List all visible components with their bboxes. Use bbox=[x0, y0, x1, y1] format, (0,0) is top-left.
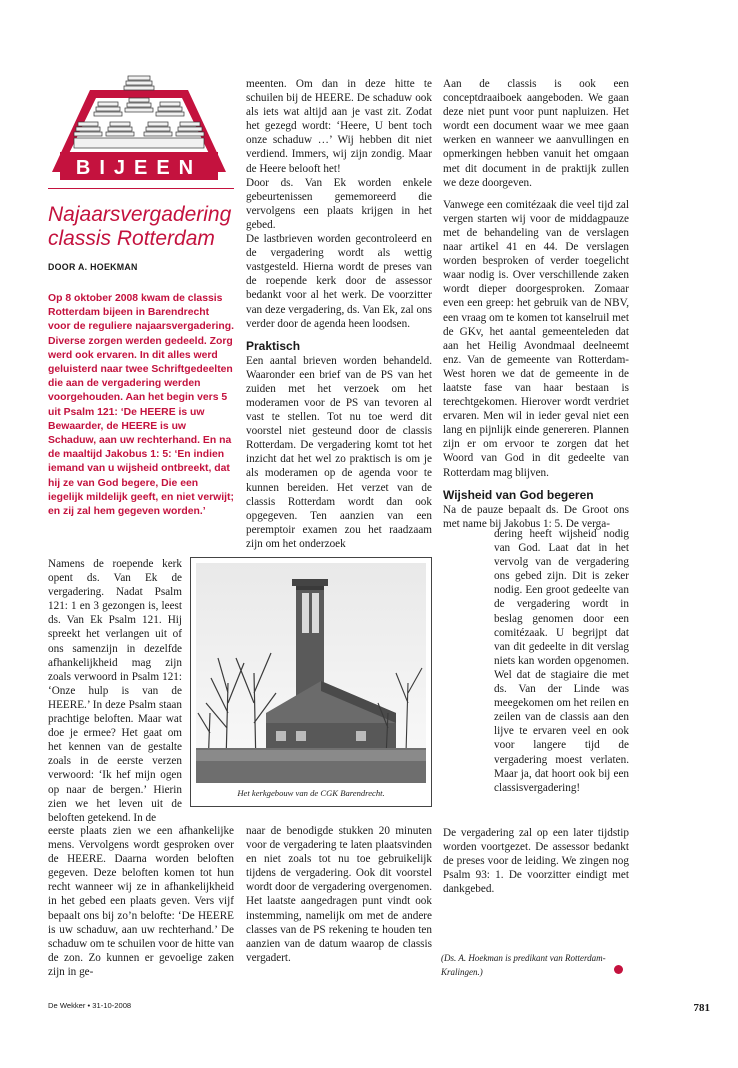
column-1-wrap-paragraph: Namens de roepende kerk opent ds. Van Ek de vergadering. Nadat Psalm 121: 1 en 3 gezongen is, leest ds. Van Ek Psalm 121. Hij spreekt het verlangen uit of ons samenzijn in dezelfde afhankelijkheid mag zijn zoals verwoord in Psalm 121: ‘Onze hulp is van de HEERE.’ In deze Psalm staan prachtige beloften. Maar wat doe je ermee? Het gaat om het kennen van de gestalte zoals in de eerste verzen verwoord: ‘Ik hef mijn ogen op naar de bergen.’ Hierin zien we het leven uit de beloften getekend. In de bbox=[48, 558, 182, 824]
photo-caption: Het kerkgebouw van de CGK Barendrecht. bbox=[237, 788, 385, 798]
column-3-paragraph-1: Aan de classis is ook een conceptdraaiboek aangeboden. We gaan deze niet punt voor punt napluizen. Het wordt een document waar we mee gaan werken en wanneer we aanvullingen en opmerkingen hebben vanuit het omgaan met dit document in de praktijk zullen we deze doorgeven. bbox=[443, 78, 629, 189]
page-number: 781 bbox=[693, 1002, 710, 1014]
column-2-paragraph-3: De lastbrieven worden gecontroleerd en de vergadering wordt als wettig vastgesteld. Hierna wordt de preses van de roepende kerk door de assessor bedankt voor al het werk. De voorzitter van deze vergadering, ds. Van Ek, zal ons verder door de agenda heen loodsen. bbox=[246, 233, 432, 330]
section-heading-praktisch: Praktisch bbox=[246, 338, 301, 353]
column-3-intro: Na de pauze bepaalt ds. De Groot ons met name bij Jakobus 1: 5. De verga- bbox=[443, 503, 629, 530]
column-3-top bbox=[443, 77, 629, 531]
logo-text: BIJEEN bbox=[75, 157, 203, 179]
column-3-wrap-paragraph: dering heeft wijsheid nodig van God. Laat dat in het vervolg van de vergadering ons gebed zijn. Dit is zeker nodig. Een groot gedeelte van de vergadering wordt in beslag genomen door een comitézaak. U begrijpt dat van dit gedeelte in dit verslag niets kan worden opgenomen. Wel dat de stagiaire die met ds. Van der Linde was meegekomen om het reilen en zeilen van de classis aan den lijve te ervaren veel en ook voor langere tijd de vergadering moest verlaten. Maar ja, dat hoort ook bij een classisvergadering! bbox=[494, 528, 629, 794]
church-photo bbox=[196, 563, 426, 783]
end-mark-icon bbox=[614, 965, 623, 974]
section-heading-wijsheid: Wijsheid van God begeren bbox=[443, 487, 594, 502]
author-bio: (Ds. A. Hoekman is predikant van Rotterdam-Kralingen.) bbox=[441, 953, 606, 977]
column-2-bottom-paragraph: naar de benodigde stukken 20 minuten voor de vergadering te laten plaatsvinden en niet zoals tot nu toe gebruikelijk tijdens de vergadering. Ook dit voorstel wordt door de vergadering overgenomen. Het laatste aangedragen punt vindt ook instemming, namelijk om met de andere classes van de PS rekening te houden ten aanzien van de datum waarop de classis vergadert. bbox=[246, 825, 432, 964]
column-1-wrap-text bbox=[48, 557, 182, 825]
column-2-paragraph-2: Door ds. Van Ek worden enkele gebeurtenissen gememoreerd die vervolgens een plaats krijgen in het gebed. bbox=[246, 176, 432, 231]
column-1-bottom-paragraph: eerste plaats zien we een afhankelijke mens. Vervolgens wordt gesproken over de HEERE. Daarna worden beloften gegeven. Deze beloften komen tot hun recht wanneer wij ze in afhankelijkheid in het gebed een plaats geven. Vers vijf bepaalt ons bij zo’n belofte: ‘De HEERE is uw schaduw, aan uw rechterhand.’ De schaduw om te schuilen voor de hitte van de zon. Zo kunnen er gevoelige zaken zijn in ge- bbox=[48, 825, 234, 978]
column-1-bottom bbox=[48, 824, 234, 979]
article-author: DOOR A. HOEKMAN bbox=[48, 262, 138, 272]
bijeen-logo bbox=[48, 74, 230, 186]
church-photo-frame bbox=[190, 557, 432, 807]
column-2-paragraph-1: meenten. Om dan in deze hitte te schuilen bij de HEERE. De schaduw ook als iets wat altijd aan je vast zit. Zodat het gezegd wordt: ‘Heere, U bent toch onze schaduw …’ Wij hebben dit niet verdiend. Immers, wij zijn zondig. Maar de Heere belooft het! bbox=[246, 78, 432, 175]
article-title: Najaarsvergadering classis Rotterdam bbox=[48, 203, 232, 250]
column-2-paragraph-4: Een aantal brieven worden behandeld. Waaronder een brief van de PS van het zuiden met het verzoek om het moderamen voor de PS van tevoren al vast te stellen. Tot nu toe werd dit voorstel niet gesteund door de classis Rotterdam. De vergadering komt tot het inzicht dat het wel zo praktisch is om je als moderamen op de agenda voor te kunnen bereiden. Het verzet van de classis Rotterdam wordt dan ook opgegeven. Ten aanzien van een peremptoir examen zou het raadzaam zijn om het onderzoek bbox=[246, 354, 432, 550]
column-3-bottom bbox=[443, 826, 629, 896]
column-2-bottom bbox=[246, 824, 432, 965]
column-3-wrap-text bbox=[494, 527, 629, 795]
column-2-top bbox=[246, 77, 432, 551]
column-3-bottom-paragraph: De vergadering zal op een later tijdstip worden voortgezet. De assessor bedankt de preses voor de leiding. We zingen nog Psalm 93: 1. De voorzitter eindigt met dankgebed. bbox=[443, 827, 629, 896]
logo-rule bbox=[48, 188, 234, 189]
column-3-paragraph-2: Vanwege een comitézaak die veel tijd zal vergen starten wij voor de middagpauze met de behandeling van de verslagen naar artikel 41 en 44. De verslagen worden besproken of verder toegelicht waar nodig is. Over verschillende zaken wordt dieper doorgesproken. Zomaar even een greep: het gebruik van de NBV, een vraag om te komen tot kanselruil met de GKv, het aantal gemeenteleden dat aan het Heilig Avondmaal deelneemt enz. Van de gemeente van Rotterdam-West horen we dat de gemeente in de laatste fase van haar bestaan is terechtgekomen. Hierover wordt verdriet ervaren. Men wil in ieder geval niet een lang en pijnlijk einde genereren. Plannen zijn er om ervoor te zorgen dat het Woord van God in dit gedeelte van Rotterdam mag blijven. bbox=[443, 198, 629, 479]
article-lead: Op 8 oktober 2008 kwam de classis Rotterdam bijeen in Barendrecht voor de reguliere najaarsvergadering. Diverse zorgen werden gedeeld. Zorg werd ook ervaren. In dit alles werd geluisterd naar twee Schriftgedeelten die aan de vergadering werden voorgehouden. Aan het begin vers 5 uit Psalm 121: ‘De HEERE is uw Bewaarder, de HEERE is uw Schaduw, aan uw rechterhand. En na de maaltijd Jakobus 1: 5: ‘En indien iemand van u wijsheid ontbreekt, dat hij ze van God begere, Die een iegelijk mildelijk geeft, en niet verwijt; en zij zal hem gegeven worden.’ bbox=[48, 293, 234, 518]
footer-publication: De Wekker • 31-10-2008 bbox=[48, 1001, 132, 1010]
